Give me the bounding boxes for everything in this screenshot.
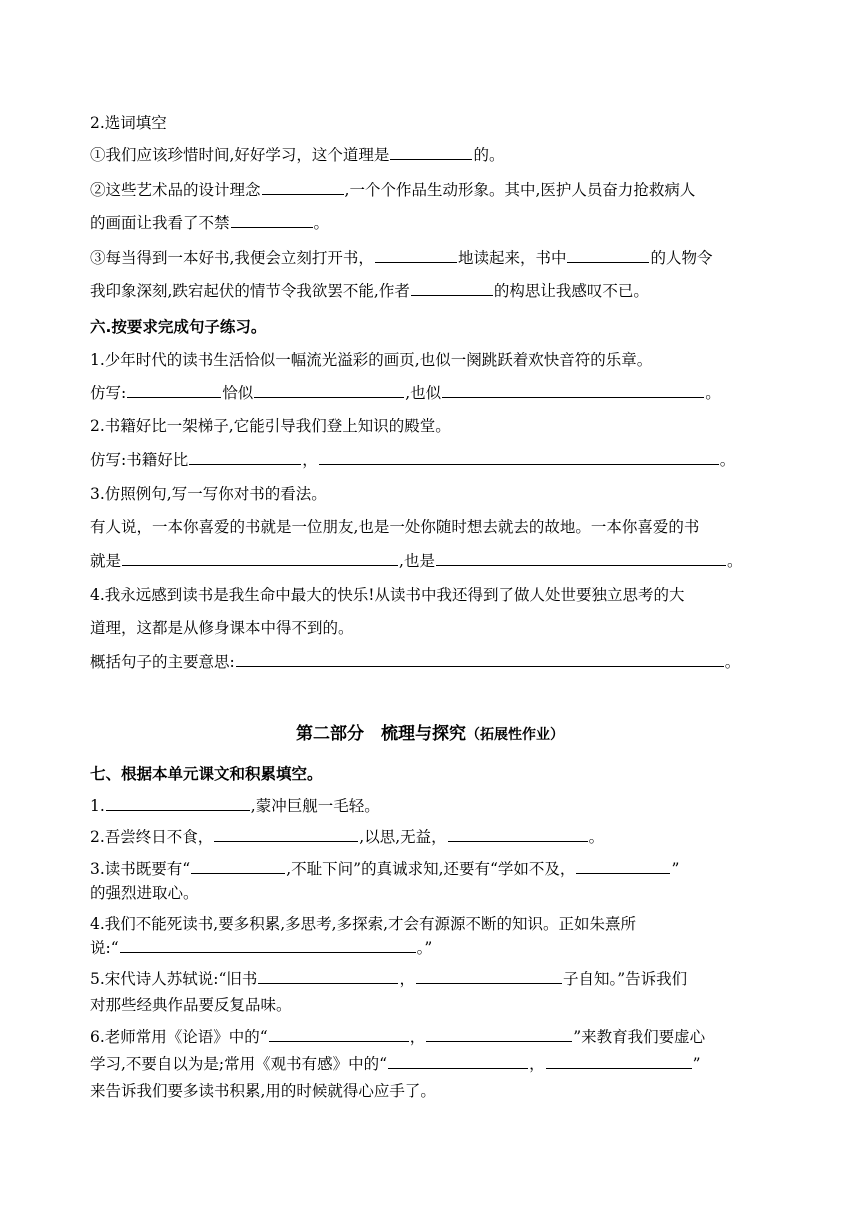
- six-item-1: 1.少年时代的读书生活恰似一幅流光溢彩的画页,也似一阕跳跃着欢快音符的乐章。: [90, 351, 653, 369]
- seven-item-5-line-1: 5.宋代诗人苏轼说:“旧书 ， 子自知。”告诉我们: [90, 970, 688, 988]
- answer-blank[interactable]: [214, 827, 358, 842]
- answer-blank[interactable]: [546, 1054, 692, 1069]
- six-item-2: 2.书籍好比一架梯子,它能引导我们登上知识的殿堂。: [90, 417, 451, 435]
- seven-item-6-line-1: 6.老师常用《论语》中的“ ， ”来教育我们要虚心: [90, 1028, 706, 1046]
- answer-blank[interactable]: [426, 1027, 572, 1042]
- answer-blank[interactable]: [258, 969, 398, 984]
- q2-sentence-2-line-2: 的画面让我看了不禁 。: [90, 214, 330, 232]
- six-item-4-line-1: 4.我永远感到读书是我生命中最大的快乐!从读书中我还得到了做人处世要独立思考的大: [90, 586, 685, 604]
- answer-blank[interactable]: [576, 859, 670, 874]
- answer-blank[interactable]: [106, 796, 250, 811]
- seven-item-3-line-2: 的强烈进取心。: [90, 884, 199, 902]
- seven-item-4-line-1: 4.我们不能死读书,要多积累,多思考,多探索,才会有源源不断的知识。正如朱熹所: [90, 915, 636, 933]
- six-item-3: 3.仿照例句,写一写你对书的看法。: [90, 485, 327, 503]
- answer-blank[interactable]: [254, 383, 404, 398]
- answer-blank[interactable]: [436, 551, 726, 566]
- q2-title: 2.选词填空: [90, 114, 167, 132]
- six-item-3-imitation: 就是 ,也是 。: [90, 552, 743, 570]
- answer-blank[interactable]: [375, 248, 457, 263]
- q2-sentence-3-line-2: 我印象深刻,跌宕起伏的情节令我欲罢不能,作者 的构思让我感叹不已。: [90, 282, 649, 300]
- answer-blank[interactable]: [388, 1054, 528, 1069]
- answer-blank[interactable]: [390, 145, 472, 160]
- six-item-3-example: 有人说，一本你喜爱的书就是一位朋友,也是一处你随时想去就去的故地。一本你喜爱的书: [90, 518, 700, 536]
- answer-blank[interactable]: [411, 281, 493, 296]
- answer-blank[interactable]: [442, 383, 704, 398]
- answer-blank[interactable]: [567, 248, 649, 263]
- section-six-heading: 六.按要求完成句子练习。: [90, 318, 267, 336]
- q2-sentence-1: ①我们应该珍惜时间,好好学习，这个道理是 的。: [90, 146, 505, 164]
- seven-item-5-line-2: 对那些经典作品要反复品味。: [90, 996, 292, 1014]
- six-item-1-imitation: 仿写: 恰似 ,也似 。: [90, 384, 721, 402]
- answer-blank[interactable]: [122, 551, 398, 566]
- answer-blank[interactable]: [448, 827, 588, 842]
- answer-blank[interactable]: [416, 969, 562, 984]
- seven-item-6-line-2: 学习,不要自以为是;常用《观书有感》中的“ ， ”: [90, 1055, 701, 1073]
- six-item-2-imitation: 仿写:书籍好比 ， 。: [90, 451, 736, 469]
- answer-blank[interactable]: [191, 859, 285, 874]
- section-seven-heading: 七、根据本单元课文和积累填空。: [90, 765, 323, 783]
- part-two-title: 第二部分 梳理与探究（拓展性作业）: [296, 724, 564, 744]
- q2-sentence-3-line-1: ③每当得到一本好书,我便会立刻打开书， 地读起来，书中 的人物令: [90, 249, 713, 267]
- seven-item-4-line-2: 说:“ 。”: [90, 939, 433, 957]
- answer-blank[interactable]: [262, 180, 344, 195]
- seven-item-2: 2.吾尝终日不食， ,以思,无益， 。: [90, 828, 605, 846]
- seven-item-1: 1. ,蒙冲巨舰一毛轻。: [90, 797, 380, 815]
- answer-blank[interactable]: [231, 213, 313, 228]
- six-item-4-line-2: 道理，这都是从修身课本中得不到的。: [90, 619, 354, 637]
- answer-blank[interactable]: [269, 1027, 409, 1042]
- answer-blank[interactable]: [236, 652, 724, 667]
- six-item-4-summary: 概括句子的主要意思: 。: [90, 653, 741, 671]
- q2-sentence-2-line-1: ②这些艺术品的设计理念 ,一个个作品生动形象。其中,医护人员奋力抢救病人: [90, 181, 696, 199]
- seven-item-3-line-1: 3.读书既要有“ ,不耻下问”的真诚求知,还要有“学如不及， ”: [90, 860, 680, 878]
- answer-blank[interactable]: [127, 383, 221, 398]
- seven-item-6-line-3: 来告诉我们要多读书积累,用的时候就得心应手了。: [90, 1082, 436, 1100]
- answer-blank[interactable]: [319, 450, 719, 465]
- answer-blank[interactable]: [120, 938, 416, 953]
- answer-blank[interactable]: [189, 450, 301, 465]
